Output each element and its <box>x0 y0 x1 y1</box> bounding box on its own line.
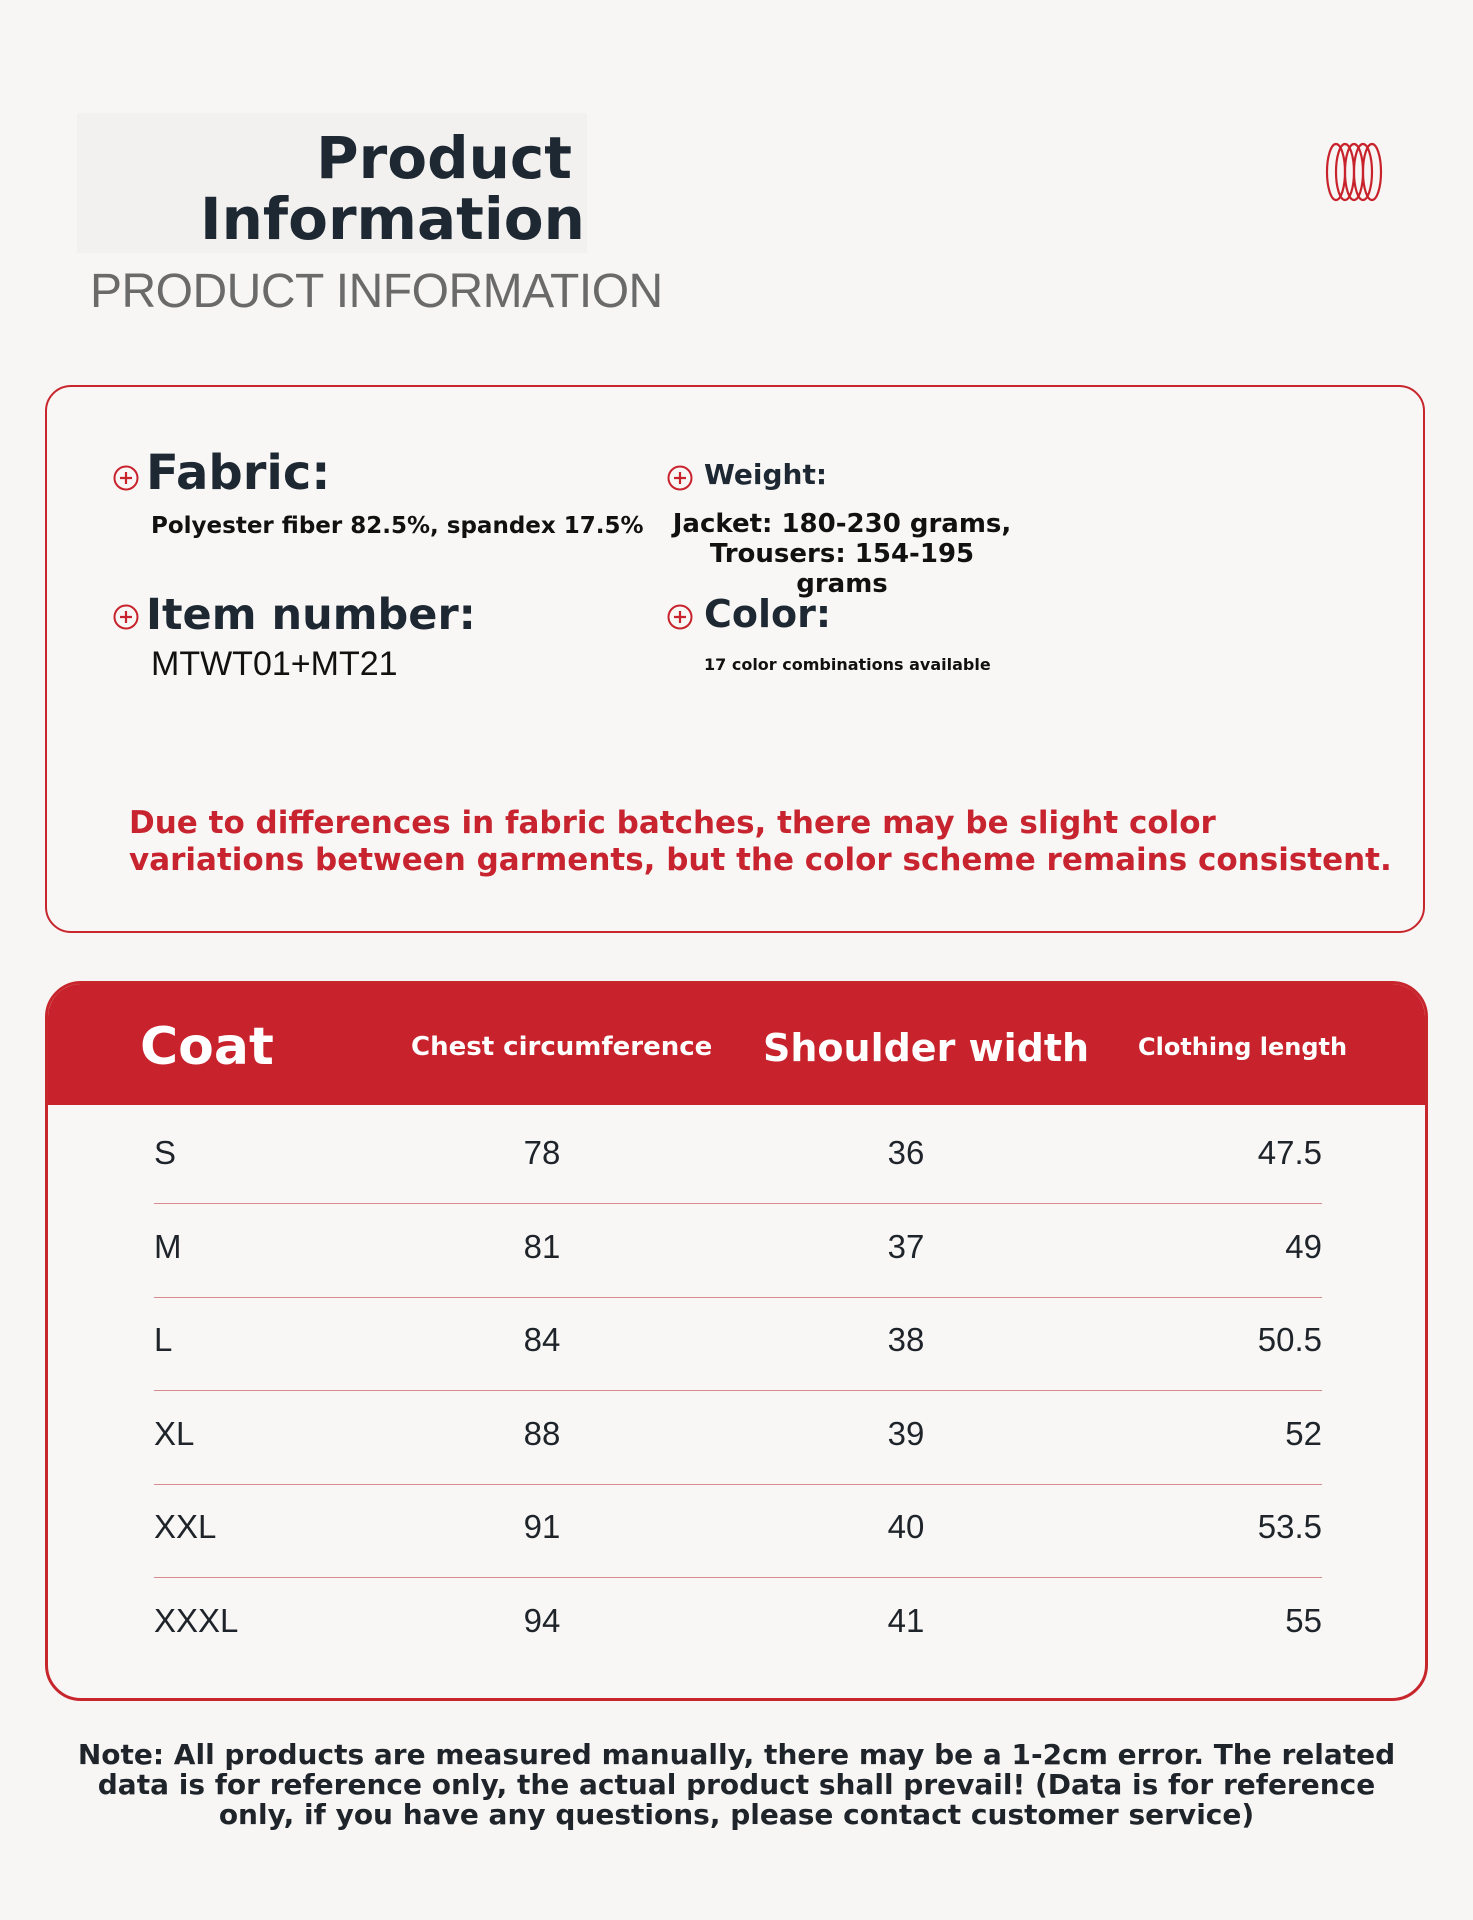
weight-jacket: Jacket: 180-230 grams, <box>672 509 1012 539</box>
size-cell: XL <box>154 1415 195 1452</box>
shoulder-cell: 39 <box>887 1415 925 1452</box>
shoulder-cell: 41 <box>887 1602 925 1639</box>
weight-trousers: Trousers: 154-195 grams <box>709 539 975 599</box>
table-row <box>154 1204 1322 1298</box>
plus-circle-icon <box>113 604 139 630</box>
size-table <box>45 981 1428 1701</box>
measurement-note: Note: All products are measured manually, there may be a 1-2cm error. The related data is for reference only, the actual product shall prevail! (Data is for reference only, if you have any questions, please contact customer service) <box>77 1738 1396 1831</box>
chest-cell: 81 <box>523 1228 561 1265</box>
chest-cell: 94 <box>523 1602 561 1639</box>
size-cell: L <box>154 1321 173 1358</box>
color-variation-notice: Due to differences in fabric batches, there may be slight color variations between garments, but the color scheme remains consistent. <box>129 805 1392 878</box>
table-title: Coat <box>140 1017 274 1077</box>
table-row <box>154 1110 1322 1204</box>
column-header-length: Clothing length <box>1138 1033 1348 1061</box>
table-row <box>154 1578 1322 1671</box>
length-cell: 53.5 <box>1257 1508 1322 1545</box>
shoulder-cell: 36 <box>887 1134 925 1171</box>
size-cell: S <box>154 1134 177 1171</box>
plus-circle-icon <box>113 465 139 491</box>
page-title: Product Information <box>200 124 585 253</box>
column-header-chest: Chest circumference <box>411 1032 713 1062</box>
length-cell: 47.5 <box>1257 1134 1322 1171</box>
rings-icon <box>1325 141 1383 203</box>
size-cell: XXXL <box>154 1602 239 1639</box>
fabric-label: Fabric: <box>146 445 331 501</box>
length-cell: 52 <box>1285 1415 1322 1452</box>
shoulder-cell: 40 <box>887 1508 925 1545</box>
plus-circle-icon <box>667 604 693 630</box>
table-row <box>154 1484 1322 1578</box>
product-info-card <box>45 385 1425 933</box>
item-number-label: Item number: <box>146 590 476 640</box>
chest-cell: 84 <box>523 1321 561 1358</box>
size-cell: M <box>154 1228 182 1265</box>
size-cell: XXL <box>154 1508 217 1545</box>
table-row <box>154 1391 1322 1485</box>
item-number-value: MTWT01+MT21 <box>151 645 398 683</box>
page-subtitle: PRODUCT INFORMATION <box>90 265 663 318</box>
chest-cell: 88 <box>523 1415 561 1452</box>
fabric-value: Polyester fiber 82.5%, spandex 17.5% <box>151 513 644 539</box>
table-header <box>48 984 1425 1105</box>
color-value: 17 color combinations available <box>704 655 991 674</box>
column-header-shoulder: Shoulder width <box>763 1026 1090 1070</box>
plus-circle-icon <box>667 465 693 491</box>
length-cell: 50.5 <box>1257 1321 1322 1358</box>
length-cell: 49 <box>1285 1228 1322 1265</box>
color-label: Color: <box>704 592 832 636</box>
shoulder-cell: 37 <box>887 1228 925 1265</box>
chest-cell: 91 <box>523 1508 561 1545</box>
table-row <box>154 1297 1322 1391</box>
weight-label: Weight: <box>704 458 828 491</box>
shoulder-cell: 38 <box>887 1321 925 1358</box>
length-cell: 55 <box>1285 1602 1322 1639</box>
weight-value <box>672 509 1012 599</box>
chest-cell: 78 <box>523 1134 561 1171</box>
